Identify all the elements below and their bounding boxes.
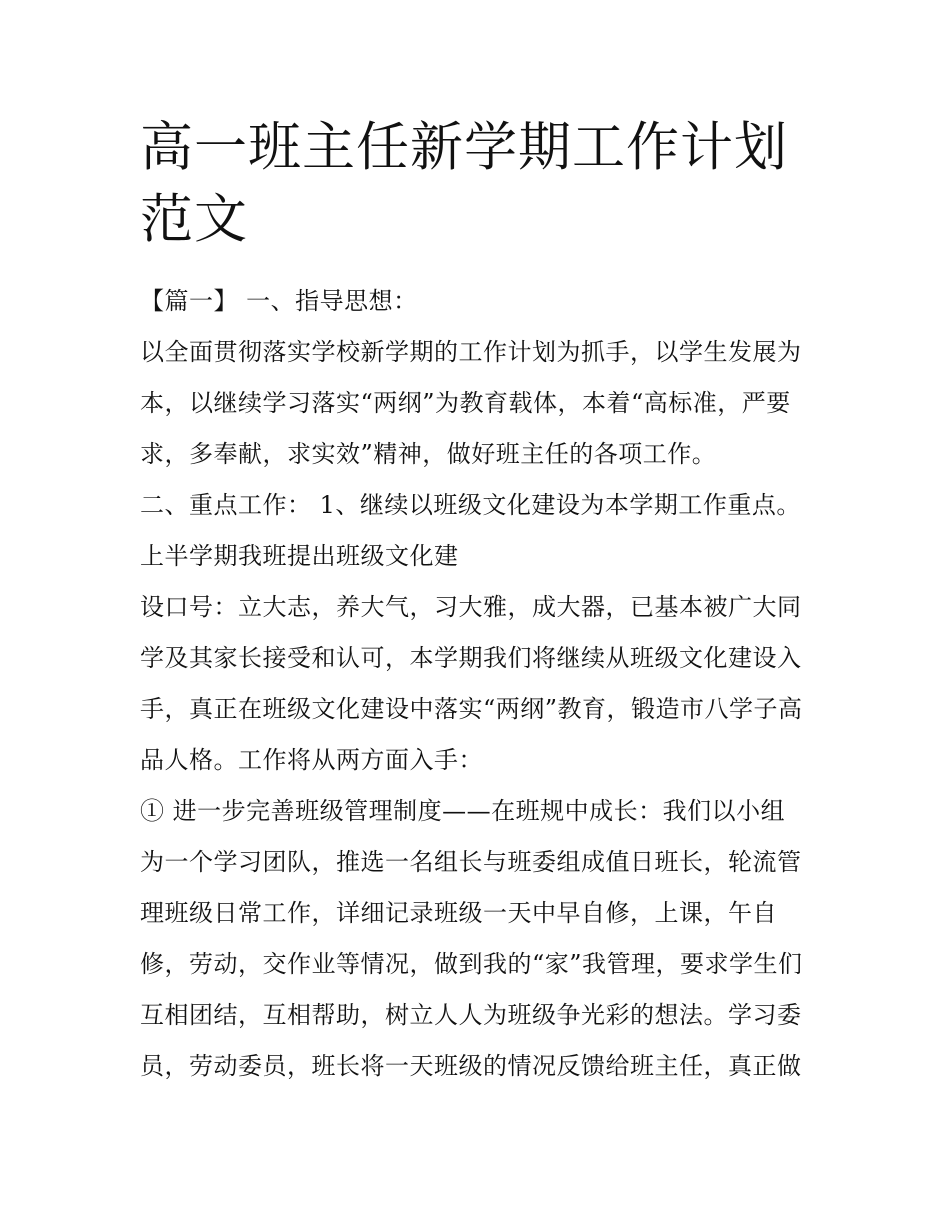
list-item-line: ① 进一步完善班级管理制度——在班规中成长：我们以小组 <box>140 797 786 825</box>
section-heading-guiding-ideology: 【篇一】 一、指导思想： <box>140 287 418 315</box>
paragraph-line: 互相团结，互相帮助，树立人人为班级争光彩的想法。学习委 <box>140 1001 802 1029</box>
section-heading-key-work: 二、重点工作： 1、继续以班级文化建设为本学期工作重点。 <box>140 491 801 519</box>
paragraph-line: 手，真正在班级文化建设中落实“两纲”教育，锻造市八学子高 <box>140 695 803 723</box>
paragraph-line: 上半学期我班提出班级文化建 <box>140 542 459 570</box>
paragraph-line: 以全面贯彻落实学校新学期的工作计划为抓手，以学生发展为 <box>140 338 802 366</box>
paragraph-line: 求，多奉献，求实效”精神，做好班主任的各项工作。 <box>140 440 717 468</box>
paragraph-line: 为一个学习团队，推选一名组长与班委组成值日班长，轮流管 <box>140 848 802 876</box>
paragraph-line: 学及其家长接受和认可，本学期我们将继续从班级文化建设入 <box>140 644 802 672</box>
paragraph-line: 品人格。工作将从两方面入手： <box>140 746 483 774</box>
paragraph-line: 员，劳动委员，班长将一天班级的情况反馈给班主任，真正做 <box>140 1052 802 1080</box>
paragraph-line: 本，以继续学习落实“两纲”为教育载体，本着“高标准，严要 <box>140 389 791 417</box>
paragraph-line: 理班级日常工作，详细记录班级一天中早自修，上课，午自 <box>140 899 777 927</box>
document-title: 高一班主任新学期工作计划范文 <box>140 117 788 250</box>
paragraph-line: 设口号：立大志，养大气，习大雅，成大器，已基本被广大同 <box>140 593 802 621</box>
document-body <box>140 276 830 1092</box>
paragraph-line: 修，劳动，交作业等情况，做到我的“家”我管理，要求学生们 <box>140 950 803 978</box>
